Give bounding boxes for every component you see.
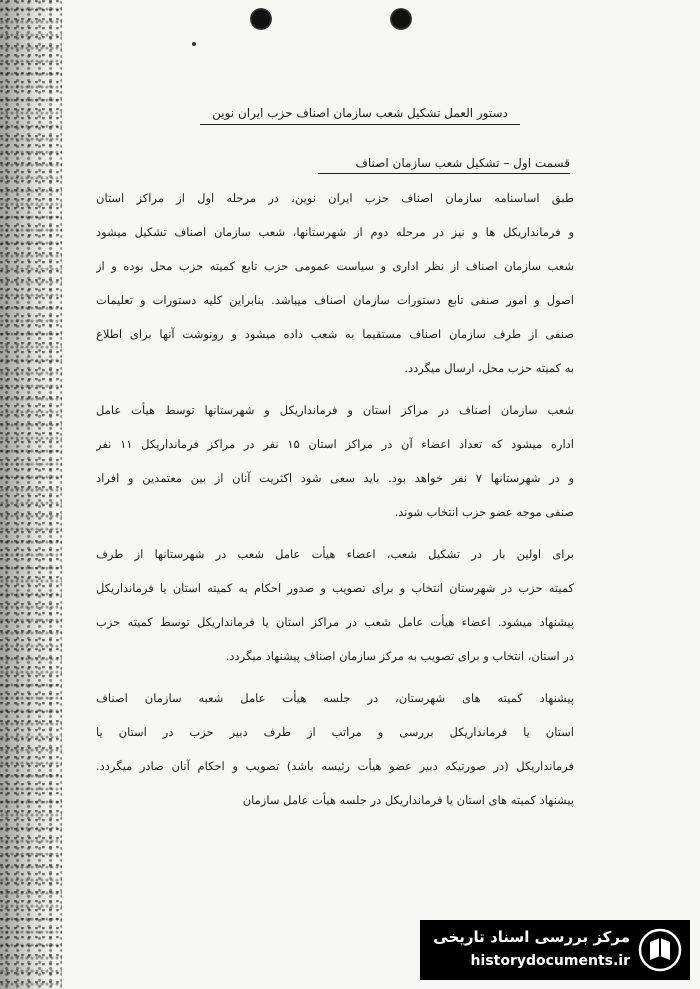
body-line: و در شهرستانها ۷ نفر خواهد بود. باید سعی شود اکثریت آنان از بین معتمدین و افراد (96, 471, 574, 485)
book-logo-icon (638, 928, 682, 972)
body-line: صنفی از طرف سازمان اصناف مستقیما به شعب داده میشود و رونوشت آنها برای اطلاع (96, 327, 574, 341)
punch-hole-icon (250, 8, 272, 30)
body-line: در استان، انتخاب و برای تصویب به مرکز سازمان اصناف پیشنهاد میگردد. (225, 649, 574, 663)
scan-edge-noise (0, 0, 62, 989)
document-body (96, 190, 574, 826)
body-line: فرمانداریکل (در صورتیکه دبیر عضو هیأت رئیسه باشد) تصویب و احکام آنان صادر میگردد. (96, 759, 574, 773)
body-line: اداره میشود که تعداد اعضاء آن در مراکز استان ۱۵ نفر در مراکز فرمانداریکل ۱۱ نفر (96, 437, 574, 451)
body-line: شعب سازمان اصناف در مراکز استان و فرمانداریکل و شهرستانها توسط هیأت عامل (96, 403, 574, 417)
body-line: کمیته حزب در شهرستان انتخاب و برای تصویب و صدور احکام به کمیته استان یا فرمانداریکل (96, 581, 574, 595)
document-title: دستور العمل تشکیل شعب سازمان اصناف حزب ایران نوین (200, 106, 520, 125)
watermark (420, 920, 690, 980)
watermark-url: historydocuments.ir (470, 953, 630, 969)
body-line: طبق اساسنامه سازمان اصناف حزب ایران نوین، در مرحله اول از مراکز استان (96, 191, 574, 205)
body-line: استان یا فرمانداریکل بررسی و مراتب از طرف دبیر حزب در استان یا (96, 725, 574, 739)
body-line: و فرمانداریکل ها و نیز در مرحله دوم از شهرستانها، شعب سازمان اصناف تشکیل میشود (96, 225, 574, 239)
body-line: شعب سازمان اصناف از نظر اداری و سیاست عمومی حزب تابع کمیته حزب محل بوده و از (96, 259, 574, 273)
body-line: صنفی موجه عضو حزب انتخاب شوند. (394, 505, 574, 519)
body-line: به کمیته حزب محل، ارسال میگردد. (404, 361, 574, 375)
watermark-title: مرکز بررسی اسناد تاریخی (433, 928, 630, 946)
punch-hole-icon (390, 8, 412, 30)
body-line: برای اولین بار در تشکیل شعب، اعضاء هیأت عامل شعب در شهرستانها از طرف (96, 547, 574, 561)
body-line: پیشنهاد میشود. اعضاء هیأت عامل شعب در مراکز استان یا فرمانداریکل توسط کمیته حزب (96, 615, 574, 629)
ink-dot (192, 42, 196, 46)
body-line: اصول و امور صنفی تابع دستورات سازمان اصناف میباشد. بنابراین کلیه دستورات و تعلیمات (96, 293, 574, 307)
section-heading: قسمت اول – تشکیل شعب سازمان اصناف (318, 156, 570, 174)
body-line: پیشنهاد کمیته های شهرستان، در جلسه هیأت عامل شعبه سازمان اصناف (96, 691, 574, 705)
body-line: پیشنهاد کمیته های استان یا فرمانداریکل در جلسه هیأت عامل سازمان (242, 793, 574, 807)
